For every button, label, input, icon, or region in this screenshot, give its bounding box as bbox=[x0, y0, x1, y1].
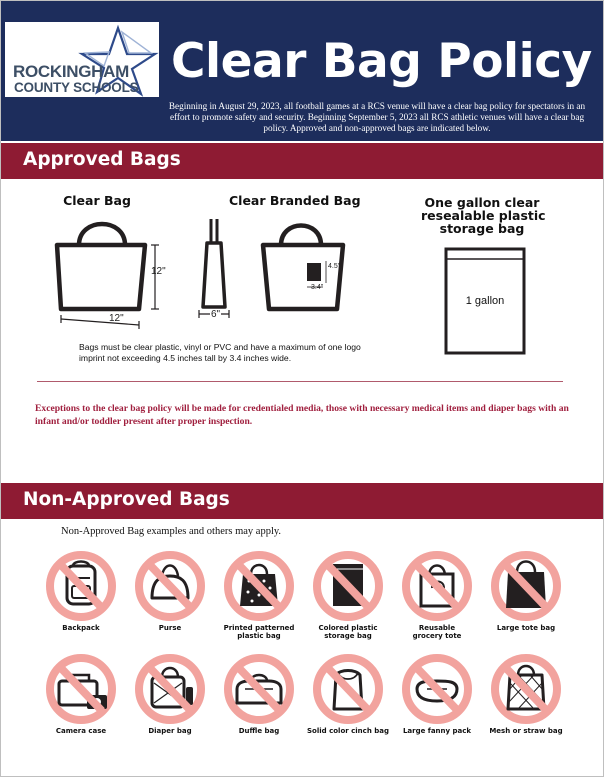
item-label: Camera case bbox=[55, 727, 107, 735]
gallon-bag-label: 1 gallon bbox=[465, 295, 505, 307]
item-label: Duffle bag bbox=[238, 727, 280, 735]
colored-storage-bag-icon bbox=[312, 550, 384, 622]
non-approved-item-large-tote bbox=[481, 550, 571, 632]
mesh-bag-icon bbox=[490, 653, 562, 725]
clear-bag-height-label: 12" bbox=[151, 266, 166, 277]
non-approved-note: Non-Approved Bag examples and others may apply. bbox=[61, 526, 282, 537]
gallon-bag-title-line1: One gallon clear bbox=[424, 195, 540, 210]
clear-bag-title: Clear Bag bbox=[63, 193, 131, 208]
approved-bag-requirements: Bags must be clear plastic, vinyl or PVC and have a maximum of one logo imprint not exceeding 4.5 inches tall by 3.4 inches wide. bbox=[79, 342, 361, 363]
non-approved-item-diaper-bag bbox=[125, 653, 215, 735]
large-tote-icon bbox=[490, 550, 562, 622]
non-approved-item-duffle-bag bbox=[214, 653, 304, 735]
gallon-bag-title-line2: resealable plastic bbox=[421, 208, 546, 223]
non-approved-item-cinch-bag bbox=[303, 653, 393, 735]
backpack-icon bbox=[45, 550, 117, 622]
item-label: Mesh or straw bag bbox=[489, 727, 563, 735]
item-label: Large fanny pack bbox=[402, 727, 472, 735]
non-approved-item-purse bbox=[125, 550, 215, 632]
camera-case-icon bbox=[45, 653, 117, 725]
school-logo bbox=[5, 22, 159, 97]
patterned-bag-icon bbox=[223, 550, 295, 622]
header-banner bbox=[1, 1, 604, 141]
branded-logo-height-label: 4.5" bbox=[328, 263, 341, 270]
duffle-bag-icon bbox=[223, 653, 295, 725]
item-label: Solid color cinch bag bbox=[306, 727, 389, 735]
branded-logo-width-label: 3.4" bbox=[311, 284, 324, 291]
item-label: Reusable grocery tote bbox=[412, 624, 462, 640]
non-approved-item-patterned-bag bbox=[214, 550, 304, 640]
purse-icon bbox=[134, 550, 206, 622]
non-approved-item-colored-storage-bag bbox=[303, 550, 393, 640]
logo-text-line1: ROCKINGHAM bbox=[13, 62, 129, 81]
page-title: Clear Bag Policy bbox=[171, 34, 592, 89]
approved-bags-heading-bar bbox=[1, 143, 604, 179]
bag-side-profile-icon bbox=[197, 213, 237, 323]
non-approved-item-camera-case bbox=[36, 653, 126, 735]
non-approved-item-fanny-pack bbox=[392, 653, 482, 735]
exceptions-note: Exceptions to the clear bag policy will be made for credentialed media, those with necessary medical items and diaper bags with an infant and/or toddler present after proper inspection. bbox=[35, 403, 569, 427]
item-label: Large tote bag bbox=[496, 624, 556, 632]
non-approved-bags-heading: Non-Approved Bags bbox=[23, 489, 230, 510]
diaper-bag-icon bbox=[134, 653, 206, 725]
section-divider bbox=[37, 381, 563, 382]
logo-text-line2: COUNTY SCHOOLS bbox=[14, 80, 139, 95]
clear-bag-width-label: 12" bbox=[109, 313, 124, 324]
gallon-bag-title-line3: storage bag bbox=[439, 221, 525, 236]
fanny-pack-icon bbox=[401, 653, 473, 725]
branded-bag-title: Clear Branded Bag bbox=[229, 193, 361, 208]
grocery-tote-icon bbox=[401, 550, 473, 622]
non-approved-bags-heading-bar bbox=[1, 483, 604, 519]
non-approved-item-grocery-tote bbox=[392, 550, 482, 640]
intro-text: Beginning in August 29, 2023, all football games at a RCS venue will have a clear bag policy for spectators in an effort to promote safety and security. Beginning September 5, 2023 all RCS athletic venues will have a clear bag policy. Approved and non-approved bags are indicated below. bbox=[168, 101, 586, 133]
non-approved-item-mesh-bag bbox=[481, 653, 571, 735]
cinch-bag-icon bbox=[312, 653, 384, 725]
item-label: Colored plastic storage bag bbox=[318, 624, 378, 640]
item-label: Backpack bbox=[62, 624, 100, 632]
non-approved-item-backpack bbox=[36, 550, 126, 632]
item-label: Purse bbox=[158, 624, 182, 632]
item-label: Diaper bag bbox=[148, 727, 192, 735]
approved-bags-heading: Approved Bags bbox=[23, 149, 181, 170]
item-label: Printed patterned plastic bag bbox=[223, 624, 295, 640]
clear-bag-depth-label: 6" bbox=[211, 309, 221, 320]
